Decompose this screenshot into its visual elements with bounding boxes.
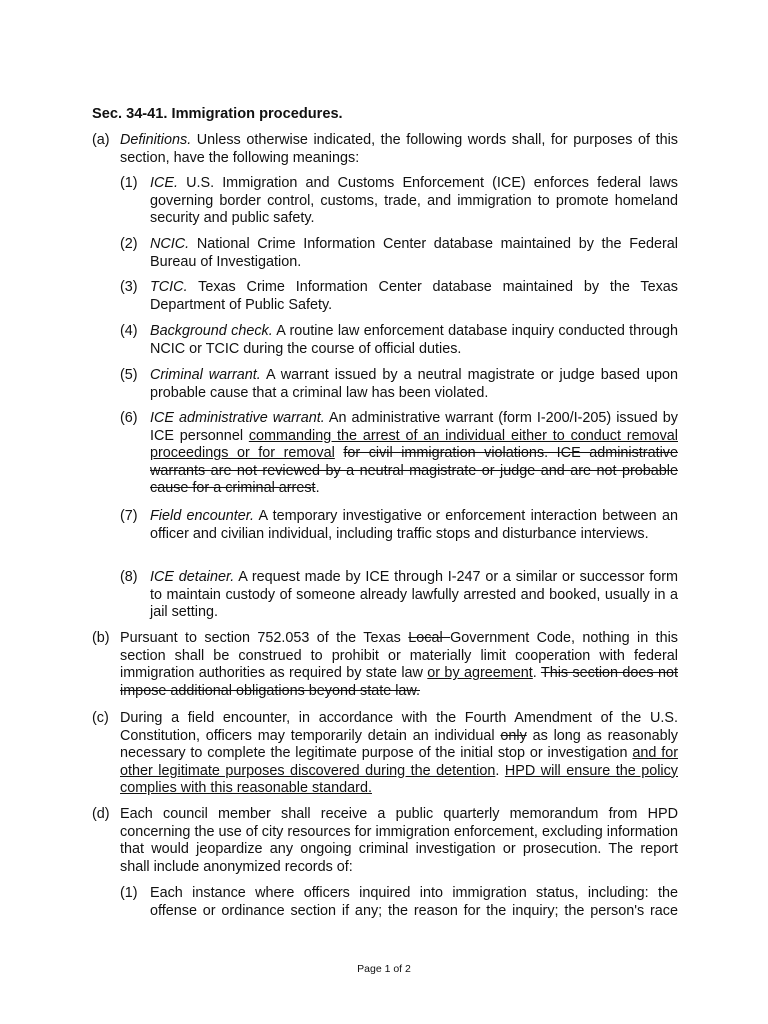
section-a-label: (a)	[92, 132, 110, 148]
a5-term: Criminal warrant.	[150, 367, 261, 383]
a4-body: A routine law enforcement database inquiry conducted through NCIC or TCIC during the course of official duties.	[150, 323, 678, 357]
b-text-2: Government Code, nothing in this section shall be construed to prohibit or materially limit cooperation with federal immigration authorities as required by state law	[120, 630, 678, 682]
a2-term: NCIC.	[150, 236, 190, 252]
a7-label: (7)	[120, 508, 138, 524]
a3-term: TCIC.	[150, 279, 188, 295]
a1-body: U.S. Immigration and Customs Enforcement (ICE) enforces federal laws governing border control, customs, trade, and immigration to promote homeland security and public safety.	[150, 175, 678, 227]
b-text-1: Pursuant to section 752.053 of the Texas	[120, 630, 409, 646]
section-d-text: Each council member shall receive a public quarterly memorandum from HPD concerning the use of city resources for immigration enforcement, excluding information that would jeopardize any ongoing criminal investigation or prosecution. The report shall include anonymized records of:	[120, 806, 678, 875]
a6-body: An administrative warrant (form I-200/I-205) issued by ICE personnel	[150, 410, 678, 444]
a6-end: .	[315, 480, 320, 497]
a8-text	[150, 569, 678, 622]
c-inserted-1: and for other legitimate purposes discovered during the detention	[120, 745, 678, 779]
section-c-label: (c)	[92, 710, 109, 726]
section-c-text	[120, 710, 678, 798]
a5-text	[150, 367, 678, 402]
c-text-3: .	[495, 762, 505, 779]
b-inserted-1: or by agreement	[427, 665, 533, 682]
d1-label: (1)	[120, 885, 138, 901]
c-inserted-2: HPD will ensure the policy complies with this reasonable standard.	[120, 762, 678, 797]
a7-text	[150, 508, 678, 543]
c-deleted-1: only	[500, 727, 527, 744]
section-d-label: (d)	[92, 806, 110, 822]
a4-text	[150, 323, 678, 358]
a1-term: ICE.	[150, 175, 178, 191]
a2-label: (2)	[120, 236, 138, 252]
section-title: Sec. 34-41. Immigration procedures.	[92, 106, 343, 122]
a2-body: National Crime Information Center database maintained by the Federal Bureau of Investigation.	[150, 236, 678, 270]
a1-text	[150, 175, 678, 228]
page-footer: Page 1 of 2	[357, 963, 411, 975]
a8-body: A request made by ICE through I-247 or a similar or successor form to maintain custody of someone already lawfully arrested and booked, usually in a jail setting.	[150, 569, 678, 621]
section-b-text	[120, 630, 678, 700]
b-deleted-1: Local	[408, 630, 451, 646]
a4-term: Background check.	[150, 323, 273, 339]
c-text-2: as long as reasonably necessary to complete the legitimate purpose of the initial stop or investigation	[120, 727, 679, 762]
a2-text	[150, 236, 678, 271]
b-deleted-2: This section does not impose additional obligations beyond state law.	[120, 665, 678, 699]
a4-label: (4)	[120, 323, 138, 339]
a3-label: (3)	[120, 279, 138, 295]
a3-text	[150, 279, 678, 314]
a5-label: (5)	[120, 367, 138, 383]
section-a-text	[120, 132, 678, 167]
a1-label: (1)	[120, 175, 138, 191]
a5-body: A warrant issued by a neutral magistrate or judge based upon probable cause that a criminal law has been violated.	[150, 367, 678, 401]
a6-label: (6)	[120, 410, 138, 426]
section-a-term: Definitions.	[120, 132, 192, 148]
a3-body: Texas Crime Information Center database maintained by the Texas Department of Public Safety.	[150, 279, 678, 313]
a6-inserted-text: commanding the arrest of an individual either to conduct removal proceedings or for removal	[150, 427, 678, 462]
d1-text: Each instance where officers inquired into immigration status, including: the offense or ordinance section if any; the reason for the inquiry; the person's race	[150, 885, 678, 919]
a7-term: Field encounter.	[150, 508, 254, 524]
a8-label: (8)	[120, 569, 138, 585]
section-b-label: (b)	[92, 630, 110, 646]
a6-text	[150, 410, 678, 498]
a6-term: ICE administrative warrant.	[150, 410, 325, 426]
a8-term: ICE detainer.	[150, 569, 235, 585]
section-a-body: Unless otherwise indicated, the following words shall, for purposes of this section, have the following meanings:	[120, 132, 678, 166]
a6-deleted-text: for civil immigration violations. ICE administrative warrants are not reviewed by a neutral magistrate or judge and are not probable cause for a criminal arrest	[150, 445, 678, 497]
a7-body: A temporary investigative or enforcement interaction between an officer and civilian individual, including traffic stops and disturbance interviews.	[150, 508, 678, 542]
c-text-1: During a field encounter, in accordance with the Fourth Amendment of the U.S. Constitution, officers may temporarily detain an individual	[120, 710, 678, 744]
b-text-3: .	[532, 665, 541, 682]
